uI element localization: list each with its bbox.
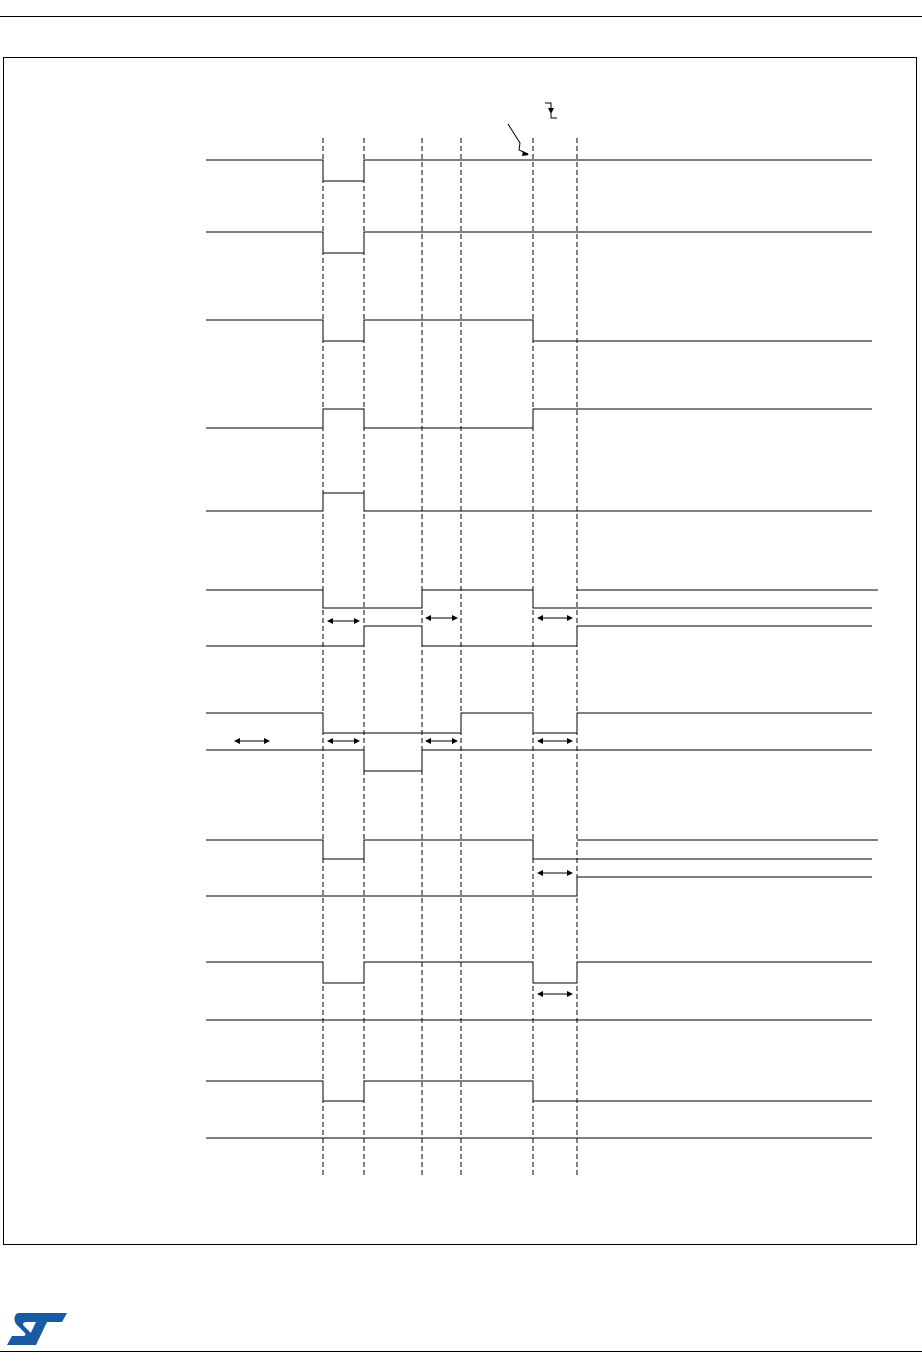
signal-waveform-8: [206, 713, 872, 733]
signal-waveform-9: [206, 750, 872, 771]
signal-waveform-11: [206, 877, 872, 896]
signal-waveform-5: [206, 493, 872, 511]
delay-arrow-3: [537, 615, 573, 621]
signal-waveform-6: [206, 590, 878, 608]
signal-waveform-4: [206, 409, 872, 428]
st-logo: [5, 1310, 69, 1348]
st-logo-mark: [7, 1313, 67, 1345]
signal-waveform-7: [206, 626, 872, 646]
delay-arrow-9: [537, 991, 573, 997]
wakeup-event-marker: [508, 124, 529, 156]
signal-waveforms: [206, 160, 878, 1138]
trigger-edge-symbol: [545, 103, 557, 118]
footer-rule: [0, 1351, 922, 1352]
delay-arrow-4: [234, 738, 270, 744]
signal-waveform-14: [206, 1081, 872, 1101]
time-marker-guides: [323, 138, 577, 1178]
delay-arrows: [234, 615, 573, 997]
delay-arrow-5: [327, 738, 360, 744]
delay-arrow-8: [537, 870, 573, 876]
signal-waveform-12: [206, 962, 872, 983]
signal-waveform-10: [206, 840, 878, 859]
delay-arrow-2: [425, 615, 458, 621]
signal-waveform-1: [206, 160, 872, 181]
delay-arrow-1: [327, 618, 360, 624]
delay-arrow-7: [537, 738, 573, 744]
signal-waveform-3: [206, 320, 872, 341]
signal-waveform-2: [206, 232, 872, 253]
delay-arrow-6: [425, 738, 458, 744]
wakeup-event-arrow: [508, 124, 528, 154]
